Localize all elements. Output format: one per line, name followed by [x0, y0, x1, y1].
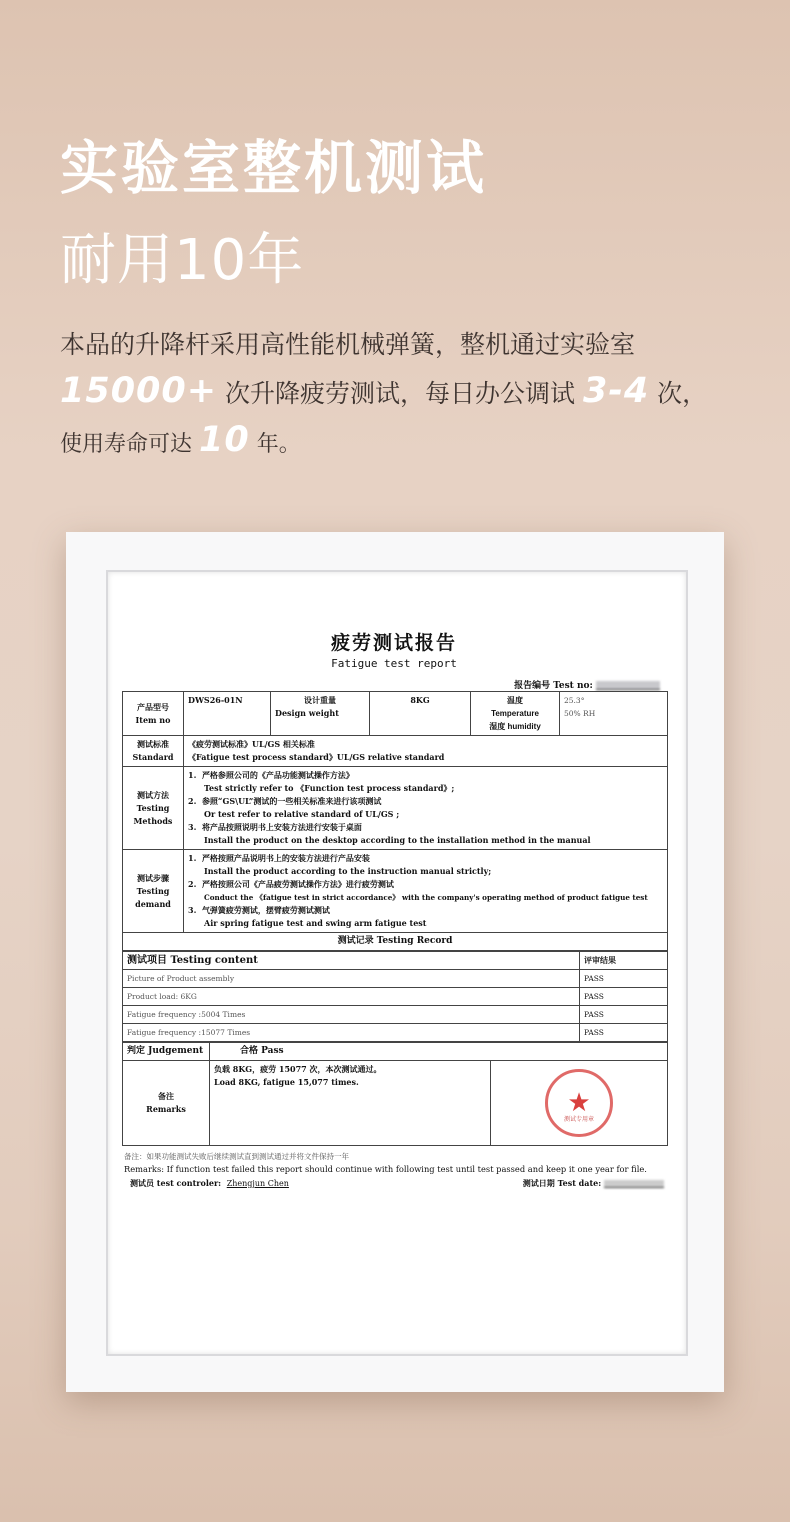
- method-2-en: Or test refer to relative standard of UL/GS ;: [204, 809, 400, 819]
- controller: [130, 1178, 289, 1189]
- intro-line-3: [60, 417, 760, 468]
- footnotes: [124, 1150, 668, 1176]
- table-row: [123, 970, 668, 988]
- daily-adjust-count: 3-4: [583, 371, 650, 411]
- steps-label-en1: Testing: [136, 885, 170, 896]
- steps-label-en2: demand: [135, 898, 171, 909]
- step-1-en: Install the product according to the instruction manual strictly;: [204, 866, 492, 876]
- weight-value: 8KG: [370, 692, 471, 736]
- judgement-value: 合格 Pass: [210, 1043, 668, 1061]
- record-result: PASS: [580, 1024, 668, 1042]
- step-2-cn: 严格按照公司《产品疲劳测试操作方法》进行疲劳测试: [201, 879, 394, 889]
- item-value: DWS26-01N: [184, 692, 271, 736]
- judgement-label: 判定 Judgement: [123, 1043, 210, 1061]
- record-item: Product load: 6KG: [123, 988, 580, 1006]
- steps-label: [123, 850, 184, 933]
- methods-label-cn: 测试方法: [137, 789, 169, 800]
- item-label: [123, 692, 184, 736]
- step-1-cn: 严格按照产品说明书上的安装方法进行产品安装: [201, 853, 370, 863]
- lifespan-years: 10: [199, 420, 250, 460]
- method-1-num: 1.: [188, 770, 197, 780]
- certificate-paper: [106, 570, 688, 1356]
- report-number-label: 报告编号 Test no:: [514, 681, 593, 691]
- record-title: 测试记录 Testing Record: [123, 933, 668, 951]
- footnote-en: Remarks: If function test failed this report should continue with following test until test passed and keep it one year for file.: [124, 1164, 647, 1174]
- remarks-label-en: Remarks: [146, 1104, 186, 1114]
- hero-subtitle: 耐用10年: [60, 228, 305, 293]
- steps-list: [184, 850, 668, 933]
- fatigue-test-report: [120, 596, 668, 1189]
- table-row: [123, 1006, 668, 1024]
- certificate-frame: [66, 532, 724, 1392]
- test-date: [523, 1178, 664, 1189]
- methods-list: [184, 767, 668, 850]
- judgement-table: [122, 1042, 668, 1146]
- step-3-en: Air spring fatigue test and swing arm fatigue test: [204, 918, 427, 928]
- record-result: PASS: [580, 970, 668, 988]
- cycle-count: 15000+: [60, 371, 218, 411]
- seal-cell: [491, 1061, 668, 1146]
- hero-description: [60, 322, 760, 468]
- step-2-en: Conduct the 《fatigue test in strict accordance》 with the company's operating method of product fatigue test: [204, 893, 648, 902]
- remarks-label-cn: 备注: [158, 1091, 174, 1101]
- steps-label-cn: 测试步骤: [137, 872, 169, 883]
- report-header-table: [122, 691, 668, 951]
- standard-line-1: 《疲劳测试标准》UL/GS 相关标准: [188, 739, 315, 749]
- weight-label-en: Design weight: [275, 708, 339, 718]
- company-seal-stamp: ★ 测试专用章: [545, 1069, 613, 1137]
- remarks-line-1: 负载 8KG，疲劳 15077 次，本次测试通过。: [214, 1064, 382, 1074]
- content-header: 测试项目 Testing content: [123, 952, 580, 970]
- record-item: Picture of Product assembly: [123, 970, 580, 988]
- intro-line-2-text: 次升降疲劳测试，每日办公调试: [217, 379, 583, 408]
- report-number: [120, 678, 668, 691]
- methods-label-en2: Methods: [133, 815, 173, 826]
- signature-line: [130, 1178, 664, 1189]
- humidity-value: 50% RH: [564, 709, 596, 718]
- temp-value: 25.3°: [564, 696, 585, 705]
- method-3: [188, 821, 663, 834]
- method-3-num: 3.: [188, 822, 197, 832]
- method-1-cn: 严格参照公司的《产品功能测试操作方法》: [201, 770, 354, 780]
- step-2-num: 2.: [188, 879, 197, 889]
- record-item: Fatigue frequency :15077 Times: [123, 1024, 580, 1042]
- remarks-value: [210, 1061, 491, 1146]
- method-3-cn: 将产品按照说明书上安装方法进行安装于桌面: [201, 822, 362, 832]
- record-item: Fatigue frequency :5004 Times: [123, 1006, 580, 1024]
- standard-label: [123, 736, 184, 767]
- controller-label: 测试员 test controler:: [130, 1178, 222, 1188]
- hero-section: [60, 130, 760, 468]
- remarks-label: [123, 1061, 210, 1146]
- method-1: [188, 769, 663, 782]
- test-date-label: 测试日期 Test date:: [522, 1178, 602, 1188]
- step-3: [188, 904, 663, 917]
- method-1-en: Test strictly refer to 《Function test process standard》;: [204, 783, 455, 793]
- intro-line-2-end: 次，: [649, 379, 708, 408]
- step-2: [188, 878, 663, 891]
- method-3-en: Install the product on the desktop according to the installation method in the manual: [204, 835, 591, 845]
- step-1-num: 1.: [188, 853, 197, 863]
- standard-line-2: 《Fatigue test process standard》UL/GS relative standard: [188, 752, 445, 762]
- standard-label-en: Standard: [132, 752, 174, 762]
- step-3-cn: 气弹簧疲劳测试，摆臂疲劳测试测试: [201, 905, 330, 915]
- weight-label-cn: 设计重量: [304, 695, 336, 705]
- weight-label: [271, 692, 370, 736]
- temp-label-cn: 温度: [507, 695, 523, 705]
- item-label-cn: 产品型号: [137, 701, 169, 712]
- report-title: 疲劳测试报告: [330, 632, 457, 654]
- report-subtitle: Fatigue test report: [331, 657, 457, 670]
- method-2-cn: 参照“GS\UL”测试的一些相关标准来进行该项测试: [201, 796, 382, 806]
- temp-label-en: Temperature: [491, 709, 539, 718]
- intro-line-3-end: 年。: [249, 432, 301, 457]
- footnote-cn: 备注：如果功能测试失败后继续测试直到测试通过并将文件保持一年: [124, 1152, 349, 1161]
- standard-label-cn: 测试标准: [137, 739, 169, 749]
- table-row: [123, 988, 668, 1006]
- intro-line-3-text: 使用寿命可达: [60, 432, 199, 457]
- standard-value: [184, 736, 668, 767]
- record-result: PASS: [580, 988, 668, 1006]
- step-3-num: 3.: [188, 905, 197, 915]
- record-result: PASS: [580, 1006, 668, 1024]
- intro-line-2: [60, 368, 760, 417]
- result-header: 评审结果: [580, 952, 668, 970]
- item-label-en: Item no: [135, 714, 171, 725]
- methods-label-en1: Testing: [136, 802, 170, 813]
- humidity-label: 湿度 humidity: [489, 722, 541, 731]
- controller-name: Zhengjun Chen: [226, 1179, 289, 1188]
- method-2: [188, 795, 663, 808]
- report-number-redacted: [596, 681, 660, 690]
- table-row: [123, 1024, 668, 1042]
- hero-title: 实验室整机测试: [60, 134, 488, 202]
- test-date-redacted: [604, 1180, 664, 1188]
- methods-label: [123, 767, 184, 850]
- remarks-line-2: Load 8KG, fatigue 15,077 times.: [214, 1077, 359, 1087]
- record-table: [122, 951, 668, 1042]
- temp-humidity-value: [560, 692, 668, 736]
- temp-humidity-label: [471, 692, 560, 736]
- method-2-num: 2.: [188, 796, 197, 806]
- intro-line-1: 本品的升降杆采用高性能机械弹簧，整机通过实验室: [60, 330, 636, 359]
- step-1: [188, 852, 663, 865]
